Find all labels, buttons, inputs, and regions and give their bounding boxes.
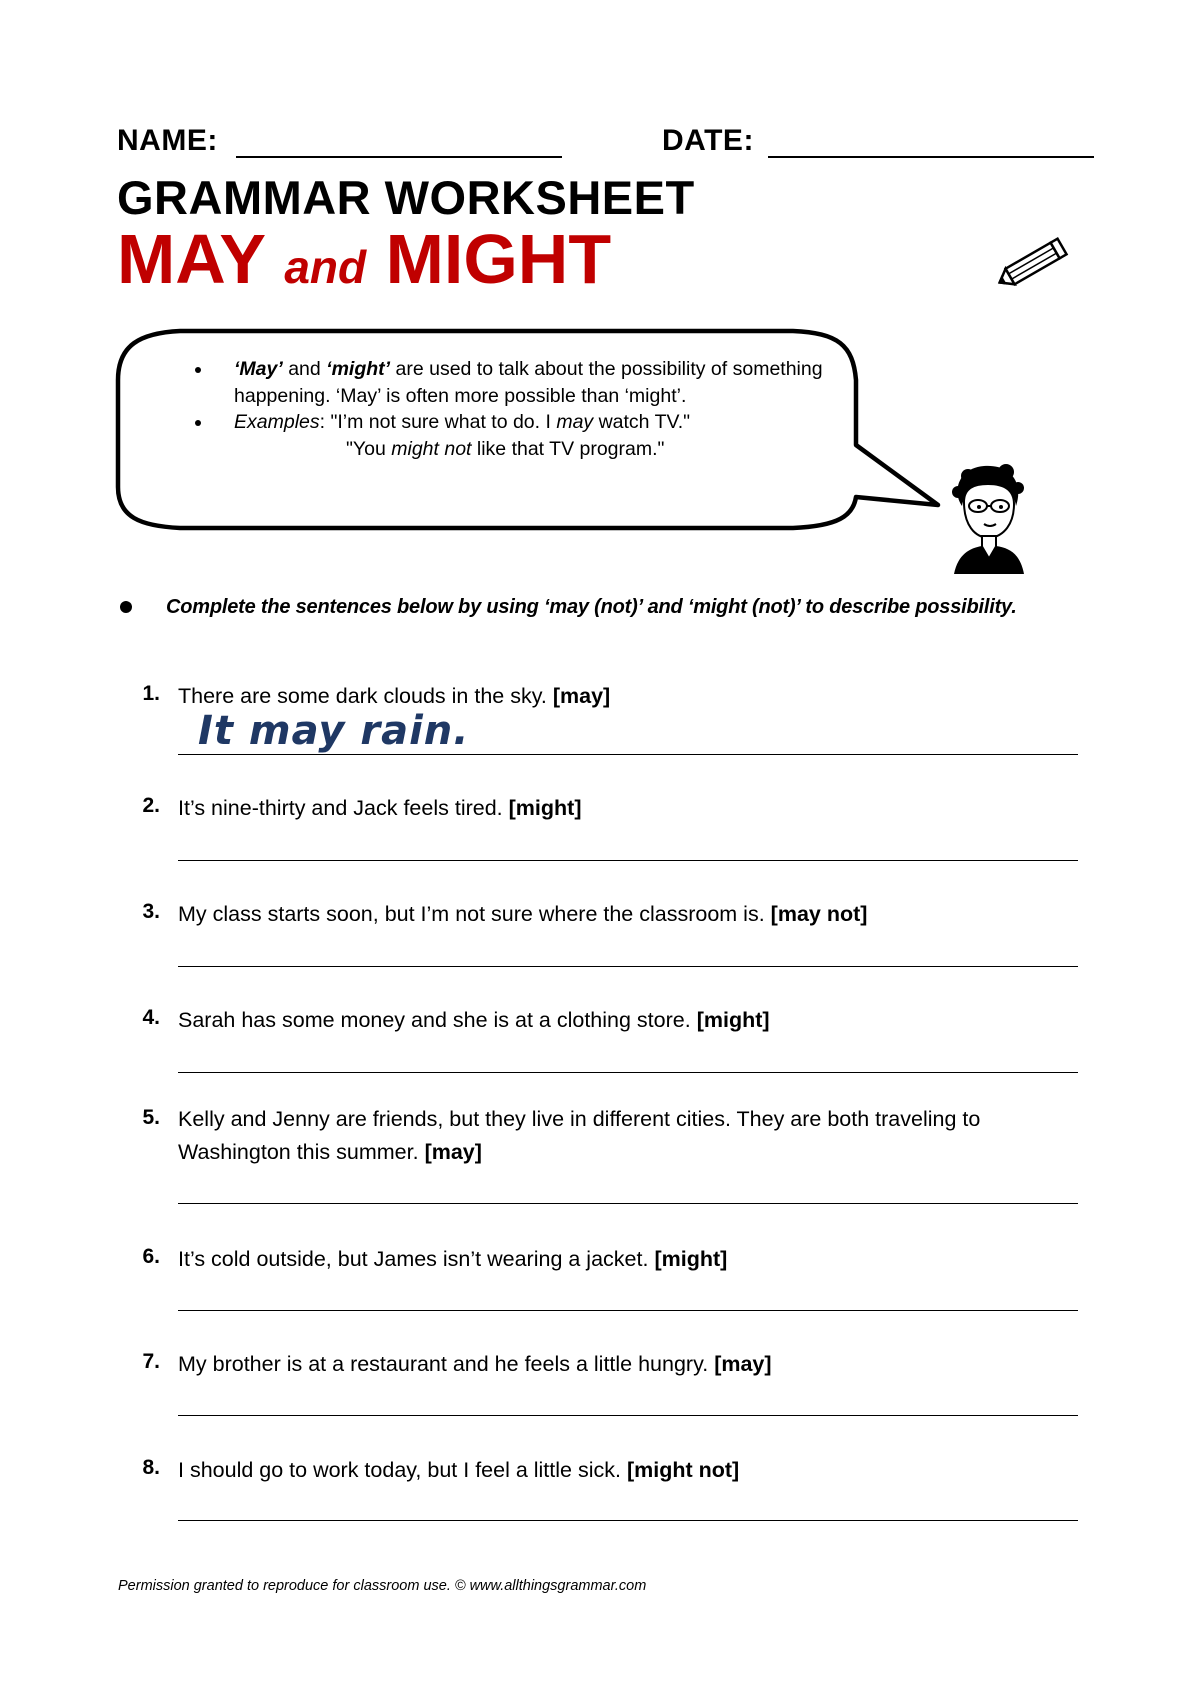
worksheet-title: GRAMMAR WORKSHEET bbox=[117, 171, 695, 224]
question-number: 5. bbox=[142, 1106, 160, 1129]
question-number: 7. bbox=[142, 1350, 160, 1373]
question-number: 8. bbox=[142, 1456, 160, 1479]
bubble-text bbox=[190, 356, 830, 462]
question-text: I should go to work today, but I feel a little sick. [might not] bbox=[178, 1458, 740, 1482]
answer-handwriting: It may rain. bbox=[198, 708, 470, 754]
subtitle-and: and bbox=[284, 241, 367, 293]
question-text: Sarah has some money and she is at a clothing store. [might] bbox=[178, 1008, 770, 1032]
question-number: 6. bbox=[142, 1245, 160, 1268]
answer-line[interactable] bbox=[178, 1520, 1078, 1521]
question-text: It’s cold outside, but James isn’t wearing a jacket. [might] bbox=[178, 1247, 728, 1271]
question-number: 4. bbox=[142, 1006, 160, 1029]
question-number: 3. bbox=[142, 900, 160, 923]
date-label: DATE: bbox=[662, 124, 754, 157]
answer-line[interactable] bbox=[178, 860, 1078, 861]
question-text: My brother is at a restaurant and he feels a little hungry. [may] bbox=[178, 1352, 772, 1376]
subtitle-may: MAY bbox=[117, 220, 265, 298]
question-text: My class starts soon, but I’m not sure where the classroom is. [may not] bbox=[178, 902, 868, 926]
question-text: It’s nine-thirty and Jack feels tired. [might] bbox=[178, 796, 582, 820]
question-text: There are some dark clouds in the sky. [may] bbox=[178, 684, 611, 708]
subtitle-might: MIGHT bbox=[385, 220, 612, 298]
answer-line[interactable] bbox=[178, 1310, 1078, 1311]
name-label: NAME: bbox=[117, 124, 218, 157]
teacher-cartoon bbox=[948, 462, 1028, 574]
answer-line[interactable] bbox=[178, 1203, 1078, 1204]
bubble-point-1: ‘May’ and ‘might’ are used to talk about the possibility of something happening. ‘May’ is often more possible than ‘might’. bbox=[190, 356, 830, 409]
footer-permission: Permission granted to reproduce for classroom use. © www.allthingsgrammar.com bbox=[118, 1578, 647, 1594]
instruction-text: Complete the sentences below by using ‘may (not)’ and ‘might (not)’ to describe possibility. bbox=[166, 596, 1017, 618]
answer-line[interactable] bbox=[178, 754, 1078, 755]
answer-line[interactable] bbox=[178, 1415, 1078, 1416]
instruction-bullet bbox=[120, 601, 132, 613]
answer-line[interactable] bbox=[178, 966, 1078, 967]
answer-line[interactable] bbox=[178, 1072, 1078, 1073]
bubble-point-2: Examples: "I’m not sure what to do. I may watch TV." "You might not like that TV program." bbox=[190, 409, 830, 462]
question-number: 1. bbox=[142, 682, 160, 705]
question-text: Kelly and Jenny are friends, but they live in different cities. They are both traveling to Washington this summer. [may] bbox=[178, 1107, 981, 1164]
question-number: 2. bbox=[142, 794, 160, 817]
